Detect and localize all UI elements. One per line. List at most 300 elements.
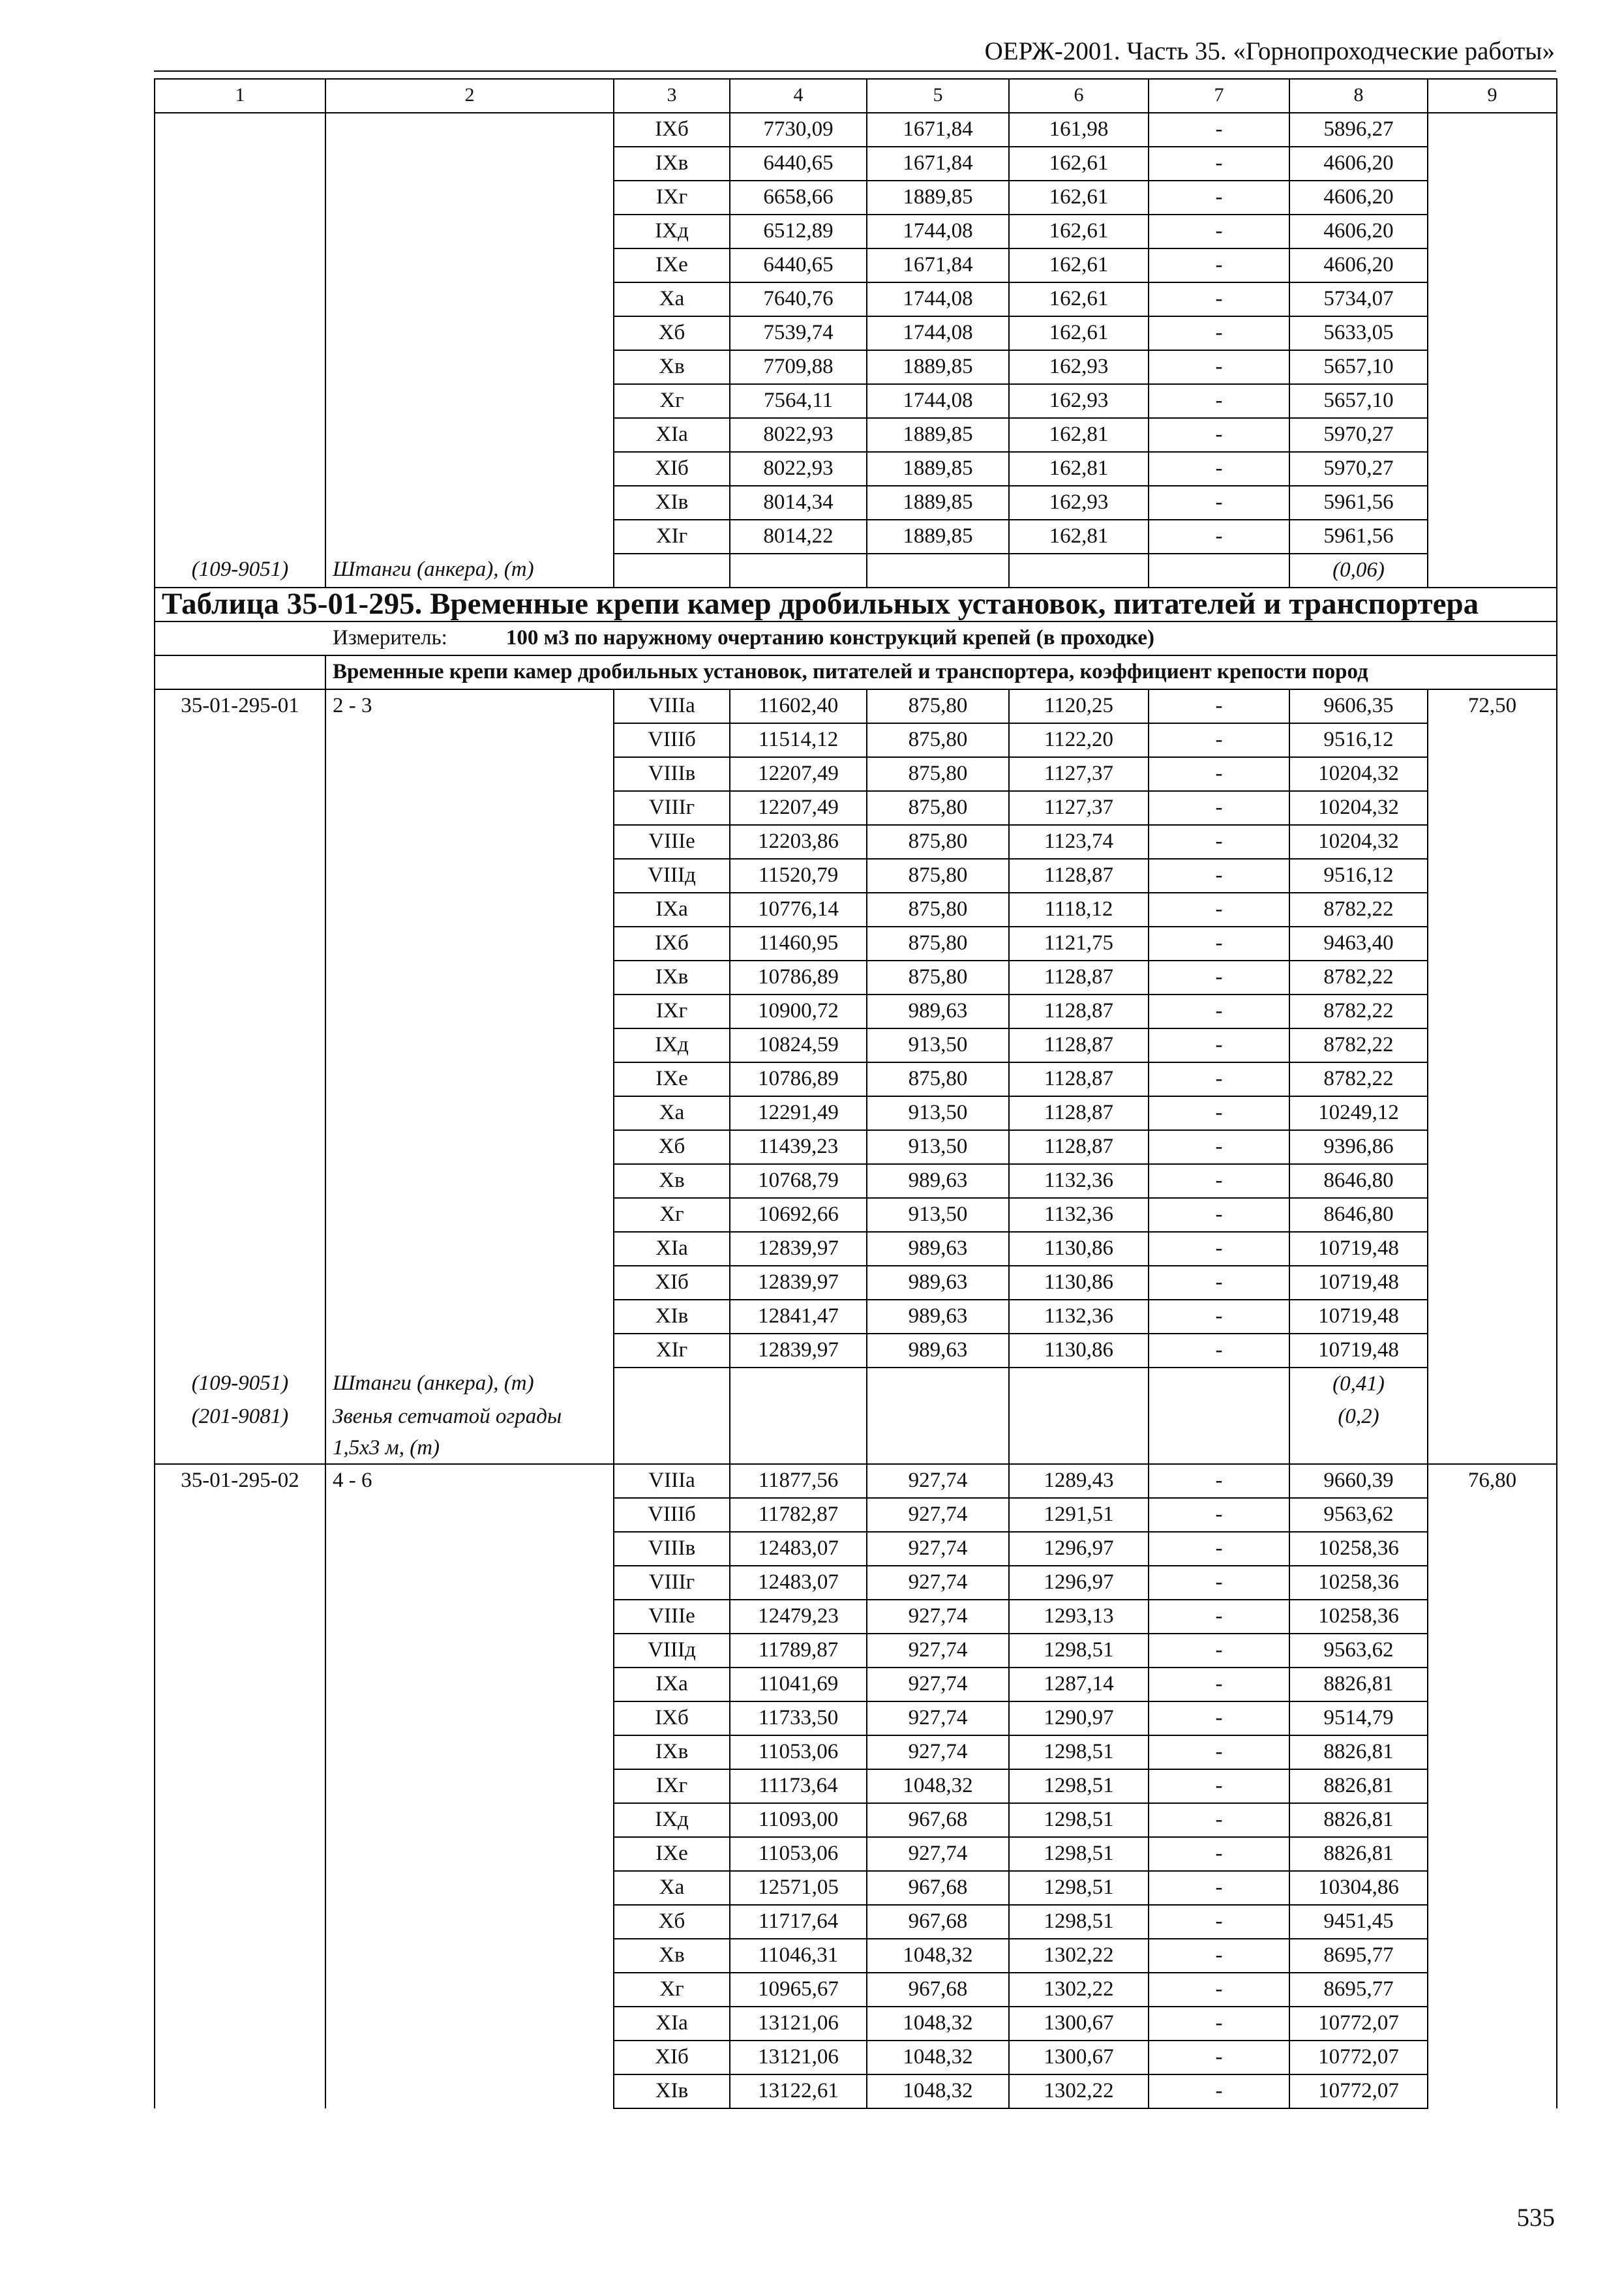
value-cell: 1128,87 [1009,1062,1149,1096]
table-title-row [155,588,1557,621]
value-cell: - [1149,689,1289,723]
value-cell: 1128,87 [1009,1096,1149,1130]
value-cell: Xа [614,1096,730,1130]
column-number: 6 [1009,79,1149,113]
value-cell: 11439,23 [730,1130,867,1164]
value-cell: VIIIг [614,1566,730,1600]
value-cell: - [1149,791,1289,825]
value-cell: 10204,32 [1289,791,1428,825]
value-cell: 875,80 [867,757,1009,791]
table-row [155,1096,1557,1130]
value-cell: - [1149,1769,1289,1803]
value-cell: Xг [614,384,730,418]
range-cell [325,1668,614,1701]
range-cell [325,181,614,215]
material-row [155,554,1557,588]
value-cell: 1290,97 [1009,1701,1149,1735]
value-cell: 1298,51 [1009,1634,1149,1668]
code-cell [155,791,325,825]
value-cell: 10304,86 [1289,1871,1428,1905]
code-cell [155,418,325,452]
value-cell: XIг [614,1334,730,1368]
code-cell [155,1334,325,1368]
coefficient-cell: 72,50 [1428,689,1557,723]
table-row [155,1266,1557,1300]
value-cell: - [1149,1973,1289,2007]
value-cell: 1289,43 [1009,1464,1149,1498]
value-cell: XIв [614,1300,730,1334]
value-cell: 9563,62 [1289,1634,1428,1668]
range-cell [325,1701,614,1735]
value-cell: - [1149,995,1289,1028]
value-cell: - [1149,520,1289,554]
coefficient-cell [1428,859,1557,893]
code-cell [155,1198,325,1232]
empty-cell [730,1368,867,1401]
range-cell [325,961,614,995]
value-cell: 1296,97 [1009,1532,1149,1566]
value-cell: - [1149,215,1289,248]
value-cell: 8826,81 [1289,1803,1428,1837]
value-cell: 875,80 [867,927,1009,961]
empty-cell [867,1401,1009,1464]
value-cell: 5961,56 [1289,520,1428,554]
value-cell: XIб [614,1266,730,1300]
value-cell: 1298,51 [1009,1769,1149,1803]
value-cell: - [1149,961,1289,995]
subheader-row [155,655,1557,689]
value-cell: 10249,12 [1289,1096,1428,1130]
value-cell: 9516,12 [1289,723,1428,757]
value-cell: - [1149,1334,1289,1368]
code-cell [155,1232,325,1266]
value-cell: 6658,66 [730,181,867,215]
value-cell: XIб [614,2041,730,2074]
value-cell: 967,68 [867,1803,1009,1837]
value-cell: 8826,81 [1289,1668,1428,1701]
material-name: Звенья сетчатой ограды 1,5х3 м, (т) [325,1401,614,1464]
coefficient-cell [1428,181,1557,215]
value-cell: 927,74 [867,1498,1009,1532]
range-cell [325,893,614,927]
coefficient-cell [1428,384,1557,418]
value-cell: 1744,08 [867,384,1009,418]
value-cell: 4606,20 [1289,147,1428,181]
value-cell: 1132,36 [1009,1164,1149,1198]
value-cell: 9660,39 [1289,1464,1428,1498]
value-cell: IXд [614,215,730,248]
column-number: 8 [1289,79,1428,113]
value-cell: 8782,22 [1289,893,1428,927]
value-cell: 1118,12 [1009,893,1149,927]
subheader: Временные крепи камер дробильных установок, питателей и транспортера, коэффициент крепости пород [325,655,1557,689]
value-cell: VIIIа [614,1464,730,1498]
value-cell: 927,74 [867,1837,1009,1871]
table-row [155,689,1557,723]
value-cell: IXа [614,1668,730,1701]
coefficient-cell [1428,2041,1557,2074]
table-row [155,282,1557,316]
value-cell: 1671,84 [867,147,1009,181]
value-cell: 1128,87 [1009,961,1149,995]
value-cell: 1130,86 [1009,1334,1149,1368]
value-cell: 1048,32 [867,1939,1009,1973]
table-row [155,1232,1557,1266]
table-row [155,452,1557,486]
value-cell: - [1149,1701,1289,1735]
value-cell: - [1149,418,1289,452]
value-cell: 1302,22 [1009,2074,1149,2108]
table-row [155,1566,1557,1600]
value-cell: - [1149,1532,1289,1566]
value-cell: 4606,20 [1289,215,1428,248]
value-cell: 8782,22 [1289,961,1428,995]
value-cell: 1298,51 [1009,1837,1149,1871]
range-cell [325,418,614,452]
value-cell: 1127,37 [1009,791,1149,825]
value-cell: 11520,79 [730,859,867,893]
value-cell: - [1149,1837,1289,1871]
value-cell: 927,74 [867,1668,1009,1701]
value-cell: Xб [614,1905,730,1939]
range-cell [325,316,614,350]
range-cell [325,1096,614,1130]
value-cell: 11717,64 [730,1905,867,1939]
code-cell [155,2007,325,2041]
code-cell [155,1600,325,1634]
value-cell: 8826,81 [1289,1769,1428,1803]
column-number: 4 [730,79,867,113]
code-cell [155,1668,325,1701]
page-header-title: ОЕРЖ-2001. Часть 35. «Горнопроходческие работы» [984,37,1555,65]
table-row [155,1164,1557,1198]
value-cell: 1889,85 [867,418,1009,452]
range-cell [325,1566,614,1600]
value-cell: VIIIе [614,1600,730,1634]
coefficient-cell [1428,418,1557,452]
value-cell: 8826,81 [1289,1735,1428,1769]
material-row [155,1401,1557,1464]
code-cell: 35-01-295-01 [155,689,325,723]
value-cell: - [1149,1600,1289,1634]
value-cell: 9396,86 [1289,1130,1428,1164]
page-number: 535 [1516,2204,1555,2232]
code-cell [155,1062,325,1096]
value-cell: IXг [614,181,730,215]
value-cell: 1744,08 [867,316,1009,350]
value-cell: 8782,22 [1289,1028,1428,1062]
coefficient-cell [1428,995,1557,1028]
empty-cell [1149,554,1289,588]
value-cell: 12483,07 [730,1566,867,1600]
coefficient-cell [1428,893,1557,927]
code-cell [155,1096,325,1130]
table-row [155,1300,1557,1334]
value-cell: 13121,06 [730,2007,867,2041]
coefficient-cell [1428,1266,1557,1300]
table-row [155,181,1557,215]
value-cell: 8695,77 [1289,1973,1428,2007]
value-cell: - [1149,1803,1289,1837]
coefficient-cell [1428,1062,1557,1096]
value-cell: 10824,59 [730,1028,867,1062]
value-cell: 13121,06 [730,2041,867,2074]
value-cell: 10776,14 [730,893,867,927]
value-cell: 7730,09 [730,113,867,147]
value-cell: 162,81 [1009,452,1149,486]
value-cell: 7564,11 [730,384,867,418]
value-cell: 6512,89 [730,215,867,248]
value-cell: 927,74 [867,1566,1009,1600]
value-cell: XIв [614,2074,730,2108]
value-cell: 875,80 [867,825,1009,859]
range-cell [325,1769,614,1803]
range-cell [325,1634,614,1668]
table-row [155,961,1557,995]
value-cell: 8782,22 [1289,995,1428,1028]
value-cell: - [1149,1232,1289,1266]
coefficient-cell [1428,520,1557,554]
range-cell [325,147,614,181]
value-cell: 1130,86 [1009,1266,1149,1300]
value-cell: 1889,85 [867,181,1009,215]
value-cell: 5657,10 [1289,384,1428,418]
coefficient-cell [1428,1905,1557,1939]
value-cell: IXд [614,1803,730,1837]
code-cell [155,1634,325,1668]
value-cell: 5657,10 [1289,350,1428,384]
value-cell: - [1149,1871,1289,1905]
value-cell: 1048,32 [867,2007,1009,2041]
material-name: Штанги (анкера), (т) [325,1368,614,1401]
range-cell [325,1130,614,1164]
value-cell: XIв [614,486,730,520]
value-cell: 11789,87 [730,1634,867,1668]
value-cell: 1300,67 [1009,2007,1149,2041]
value-cell: 12207,49 [730,791,867,825]
code-cell [155,248,325,282]
table-row [155,1198,1557,1232]
value-cell: 927,74 [867,1532,1009,1566]
table-row [155,1769,1557,1803]
range-cell [325,1028,614,1062]
code-cell [155,859,325,893]
value-cell: 10786,89 [730,961,867,995]
value-cell: 875,80 [867,893,1009,927]
value-cell: 8022,93 [730,418,867,452]
value-cell: IXе [614,1062,730,1096]
column-number: 9 [1428,79,1557,113]
material-code: (201-9081) [155,1401,325,1464]
column-number: 1 [155,79,325,113]
empty-cell [1009,554,1149,588]
table-row [155,859,1557,893]
range-cell [325,825,614,859]
value-cell: - [1149,1939,1289,1973]
value-cell: - [1149,1198,1289,1232]
value-cell: 11733,50 [730,1701,867,1735]
range-cell [325,215,614,248]
unit-label: Измеритель: [333,626,447,650]
value-cell: 10786,89 [730,1062,867,1096]
range-cell [325,113,614,147]
value-cell: - [1149,1634,1289,1668]
value-cell: 162,61 [1009,215,1149,248]
table-row [155,2007,1557,2041]
column-number: 3 [614,79,730,113]
value-cell: - [1149,1096,1289,1130]
range-cell [325,1973,614,2007]
code-cell [155,113,325,147]
table-row [155,248,1557,282]
value-cell: 9516,12 [1289,859,1428,893]
value-cell: - [1149,147,1289,181]
value-cell: IXе [614,248,730,282]
range-cell [325,1334,614,1368]
value-cell: 5734,07 [1289,282,1428,316]
value-cell: XIг [614,520,730,554]
value-cell: 162,93 [1009,486,1149,520]
table-row [155,418,1557,452]
table-row [155,2041,1557,2074]
value-cell: 1293,13 [1009,1600,1149,1634]
empty-cell [1149,1401,1289,1464]
value-cell: 162,93 [1009,384,1149,418]
value-cell: - [1149,452,1289,486]
code-cell [155,1266,325,1300]
value-cell: IXв [614,147,730,181]
value-cell: IXг [614,1769,730,1803]
value-cell: 875,80 [867,961,1009,995]
range-cell [325,486,614,520]
code-cell [155,1735,325,1769]
range-cell [325,1600,614,1634]
value-cell: 13122,61 [730,2074,867,2108]
value-cell: VIIIв [614,757,730,791]
value-cell: IXа [614,893,730,927]
range-cell [325,723,614,757]
value-cell: 927,74 [867,1735,1009,1769]
value-cell: 9563,62 [1289,1498,1428,1532]
value-cell: 8695,77 [1289,1939,1428,1973]
code-cell [155,1566,325,1600]
value-cell: 11602,40 [730,689,867,723]
code-cell [155,2041,325,2074]
value-cell: VIIIе [614,825,730,859]
table-row [155,1464,1557,1498]
code-cell [155,927,325,961]
value-cell: 11173,64 [730,1769,867,1803]
value-cell: - [1149,1566,1289,1600]
value-cell: - [1149,2007,1289,2041]
range-cell [325,859,614,893]
table-row [155,520,1557,554]
table-row [155,1028,1557,1062]
code-cell [155,520,325,554]
value-cell: 162,81 [1009,520,1149,554]
value-cell: VIIIб [614,1498,730,1532]
value-cell: XIа [614,418,730,452]
value-cell: 8826,81 [1289,1837,1428,1871]
value-cell: 1889,85 [867,350,1009,384]
code-cell [155,452,325,486]
value-cell: 162,61 [1009,181,1149,215]
empty-cell [1428,1368,1557,1401]
value-cell: - [1149,1668,1289,1701]
value-cell: 1296,97 [1009,1566,1149,1600]
value-cell: 161,98 [1009,113,1149,147]
table-row [155,1871,1557,1905]
material-value: (0,06) [1289,554,1428,588]
value-cell: 10204,32 [1289,757,1428,791]
table-row [155,1532,1557,1566]
code-cell [155,1701,325,1735]
table-row [155,893,1557,927]
coefficient-cell [1428,1532,1557,1566]
value-cell: 8022,93 [730,452,867,486]
value-cell: 10258,36 [1289,1566,1428,1600]
value-cell: 1298,51 [1009,1905,1149,1939]
value-cell: 5961,56 [1289,486,1428,520]
table-row [155,1668,1557,1701]
coefficient-cell [1428,1701,1557,1735]
empty-cell [1009,1401,1149,1464]
coefficient-cell [1428,825,1557,859]
table-row [155,350,1557,384]
value-cell: 11093,00 [730,1803,867,1837]
table-row [155,147,1557,181]
value-cell: 927,74 [867,1634,1009,1668]
value-cell: 1291,51 [1009,1498,1149,1532]
value-cell: 10772,07 [1289,2041,1428,2074]
coefficient-cell [1428,282,1557,316]
range-cell [325,282,614,316]
value-cell: 927,74 [867,1701,1009,1735]
code-cell [155,181,325,215]
value-cell: 875,80 [867,859,1009,893]
value-cell: 1298,51 [1009,1803,1149,1837]
coefficient-cell [1428,1769,1557,1803]
value-cell: 162,61 [1009,147,1149,181]
table-row [155,1130,1557,1164]
value-cell: 10900,72 [730,995,867,1028]
table-row [155,1973,1557,2007]
coefficient-cell [1428,1498,1557,1532]
value-cell: 967,68 [867,1905,1009,1939]
range-cell [325,1198,614,1232]
table-row [155,1498,1557,1532]
table-row [155,1062,1557,1096]
code-cell [155,1300,325,1334]
coefficient-cell [1428,113,1557,147]
unit-cell [155,621,1557,655]
value-cell: 1128,87 [1009,1028,1149,1062]
value-cell: 11782,87 [730,1498,867,1532]
range-cell [325,1232,614,1266]
value-cell: IXг [614,995,730,1028]
value-cell: 11041,69 [730,1668,867,1701]
coefficient-cell [1428,2007,1557,2041]
code-cell [155,757,325,791]
value-cell: 1127,37 [1009,757,1149,791]
table-row [155,723,1557,757]
range-cell [325,384,614,418]
value-cell: 10204,32 [1289,825,1428,859]
value-cell: 1302,22 [1009,1973,1149,2007]
coefficient-cell [1428,1334,1557,1368]
table-row [155,1735,1557,1769]
material-name: Штанги (анкера), (т) [325,554,614,588]
